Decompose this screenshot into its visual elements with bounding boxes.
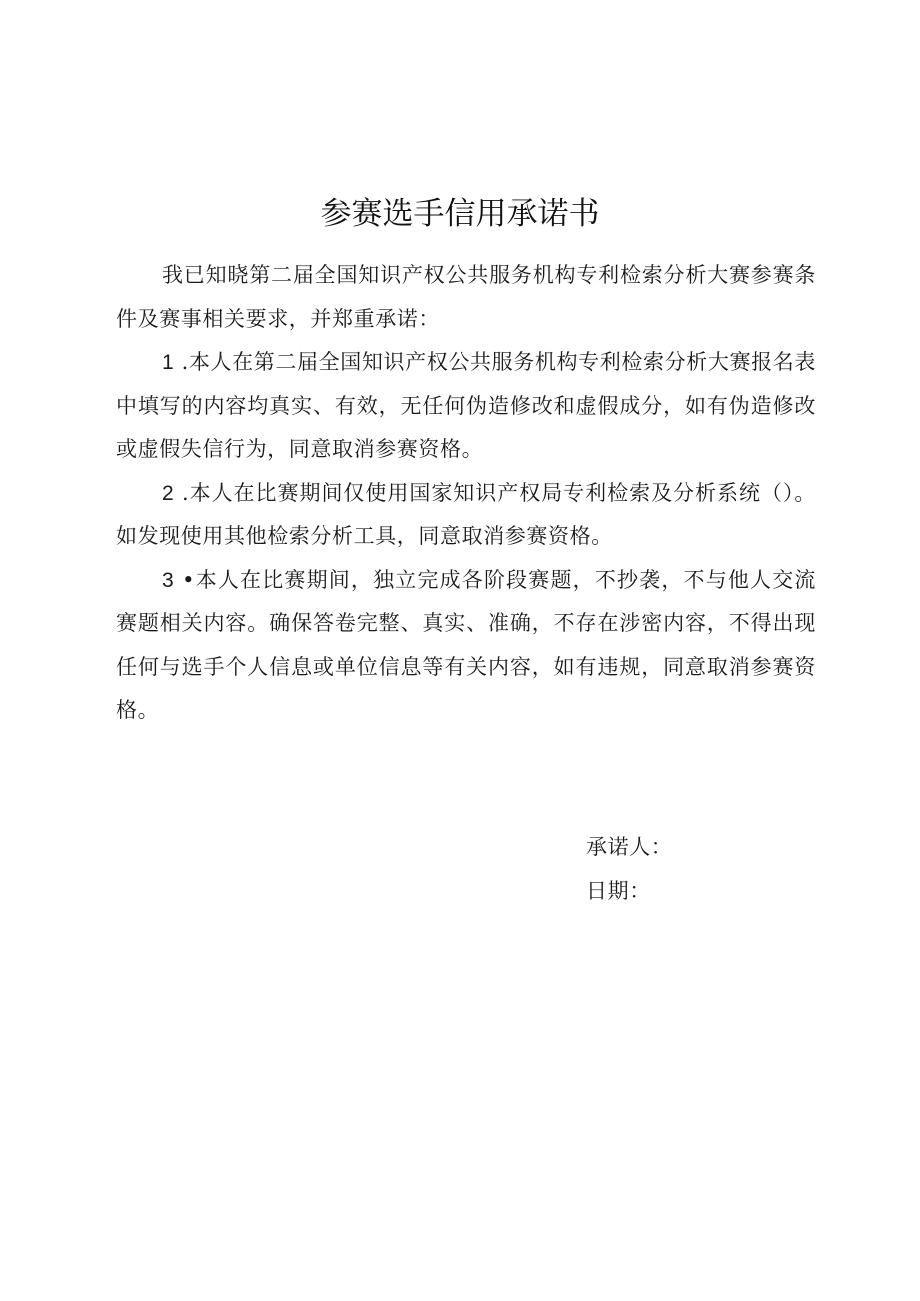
pledge-item-1: [116, 341, 816, 472]
promisor-label: 承诺人：: [586, 835, 673, 859]
pledge-item-2-separator: .: [181, 480, 190, 505]
pledge-item-2-text: 本人在比赛期间仅使用国家知识产权局专利检索及分析系统（）。如发现使用其他检索分析工具，同意取消参赛资格。: [116, 480, 816, 548]
pledge-item-2: [116, 472, 816, 559]
pledge-item-1-number: 1: [162, 351, 175, 374]
pledge-item-3-number: 3: [162, 568, 175, 592]
pledge-item-1-separator: .: [181, 350, 189, 374]
pledge-item-3-text: 本人在比赛期间，独立完成各阶段赛题，不抄袭，不与他人交流赛题相关内容。确保答卷完整、真实、准确，不存在涉密内容，不得出现任何与选手个人信息或单位信息等有关内容，如有违规，同意取消参赛资格。: [116, 567, 816, 722]
date-label: 日期：: [586, 878, 651, 903]
pledge-item-2-number: 2: [162, 481, 175, 505]
pledge-item-3-separator: •: [182, 567, 196, 592]
pledge-item-3: [116, 559, 816, 733]
document-title: 参赛选手信用承诺书: [320, 196, 600, 232]
intro-paragraph: 我已知晓第二届全国知识产权公共服务机构专利检索分析大赛参赛条件及赛事相关要求，并郑重承诺：: [116, 263, 816, 331]
document-body: [116, 254, 816, 733]
pledge-item-1-text: 本人在第二届全国知识产权公共服务机构专利检索分析大赛报名表中填写的内容均真实、有效，无任何伪造修改和虚假成分，如有伪造修改或虚假失信行为，同意取消参赛资格。: [116, 350, 816, 461]
signature-block: [586, 826, 672, 913]
